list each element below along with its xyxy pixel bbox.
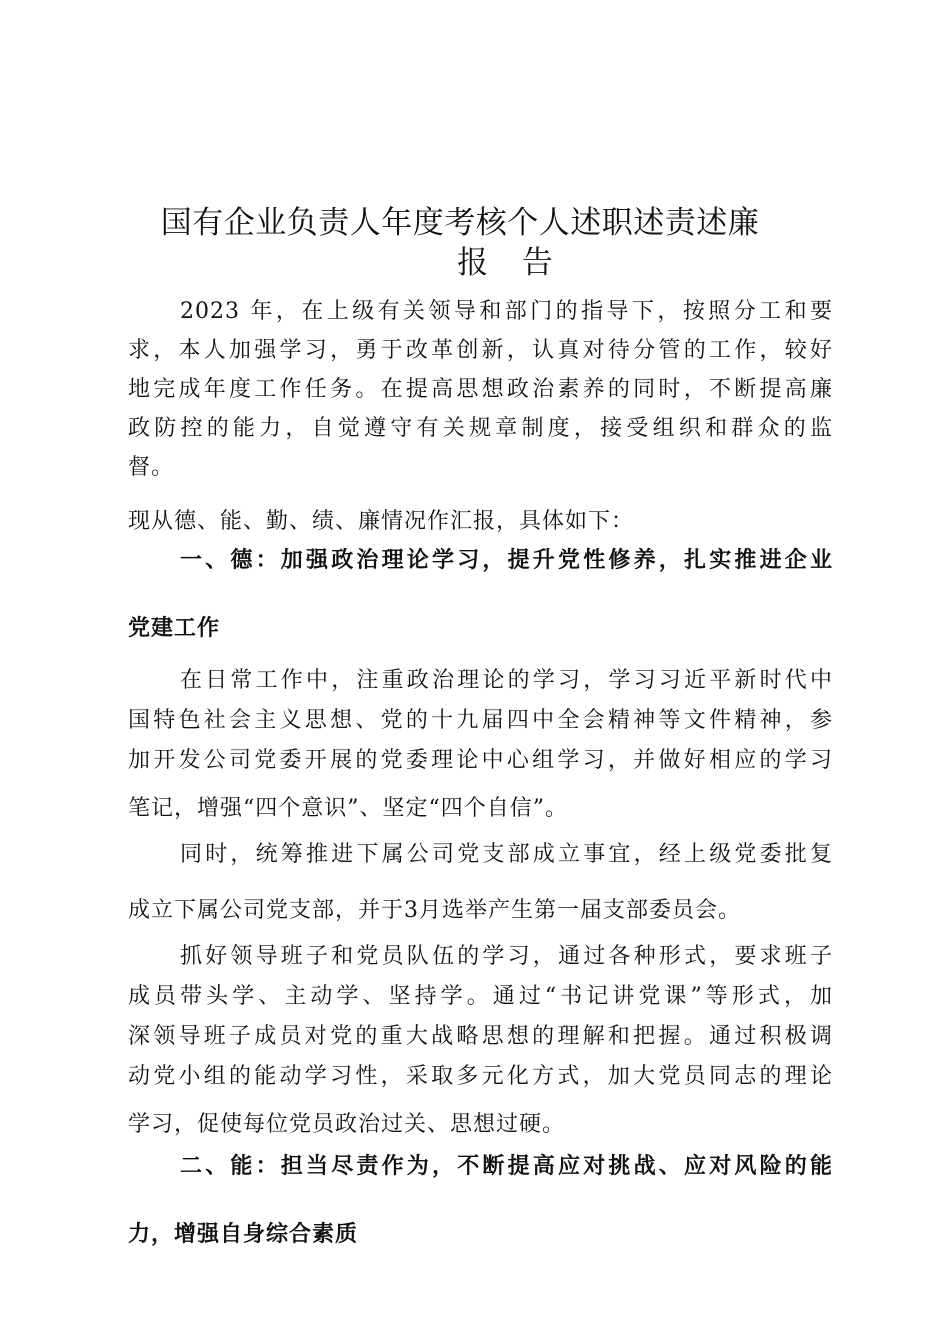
paragraph-line: 加开发公司党委开展的党委理论中心组学习，并做好相应的学习 <box>128 748 833 773</box>
paragraph-line: 现从德、能、勤、绩、廉情况作汇报，具体如下： <box>128 509 635 534</box>
paragraph-line: 抓好领导班子和党员队伍的学习，通过各种形式，要求班子 <box>180 944 833 969</box>
paragraph-line: 笔记，增强“四个意识”、坚定“四个自信”。 <box>128 796 568 821</box>
paragraph-line: 动党小组的能动学习性，采取多元化方式，加大党员同志的理论 <box>128 1064 833 1089</box>
paragraph-line: 2023 年，在上级有关领导和部门的指导下，按照分工和要 <box>180 299 833 324</box>
section-heading-line: 一、德：加强政治理论学习，提升党性修养，扎实推进企业 <box>180 548 833 573</box>
paragraph-line: 在日常工作中，注重政治理论的学习，学习习近平新时代中 <box>180 668 833 693</box>
section-heading-line: 力，增强自身综合素质 <box>128 1222 359 1247</box>
paragraph-line: 督。 <box>128 455 175 480</box>
document-title-line-1: 国有企业负责人年度考核个人述职述责述廉 <box>160 205 760 241</box>
paragraph-line: 成立下属公司党支部，并于3月选举产生第一届支部委员会。 <box>128 898 741 923</box>
paragraph-line: 求，本人加强学习，勇于改革创新，认真对待分管的工作，较好 <box>128 338 833 363</box>
paragraph-line: 深领导班子成员对党的重大战略思想的理解和把握。通过积极调 <box>128 1024 833 1049</box>
paragraph-line: 成员带头学、主动学、坚持学。通过“书记讲党课”等形式，加 <box>128 984 833 1009</box>
paragraph-line: 地完成年度工作任务。在提高思想政治素养的同时，不断提高廉 <box>128 377 833 402</box>
section-heading-line: 党建工作 <box>128 616 221 641</box>
paragraph-line: 学习，促使每位党员政治过关、思想过硬。 <box>128 1112 566 1137</box>
paragraph-line: 国特色社会主义思想、党的十九届四中全会精神等文件精神，参 <box>128 708 833 733</box>
document-title-line-2: 报 告 <box>457 245 565 281</box>
paragraph-line: 政防控的能力，自觉遵守有关规章制度，接受组织和群众的监 <box>128 416 833 441</box>
section-heading-line: 二、能：担当尽责作为，不断提高应对挑战、应对风险的能 <box>180 1154 833 1179</box>
paragraph-line: 同时，统筹推进下属公司党支部成立事宜，经上级党委批复 <box>180 842 833 867</box>
